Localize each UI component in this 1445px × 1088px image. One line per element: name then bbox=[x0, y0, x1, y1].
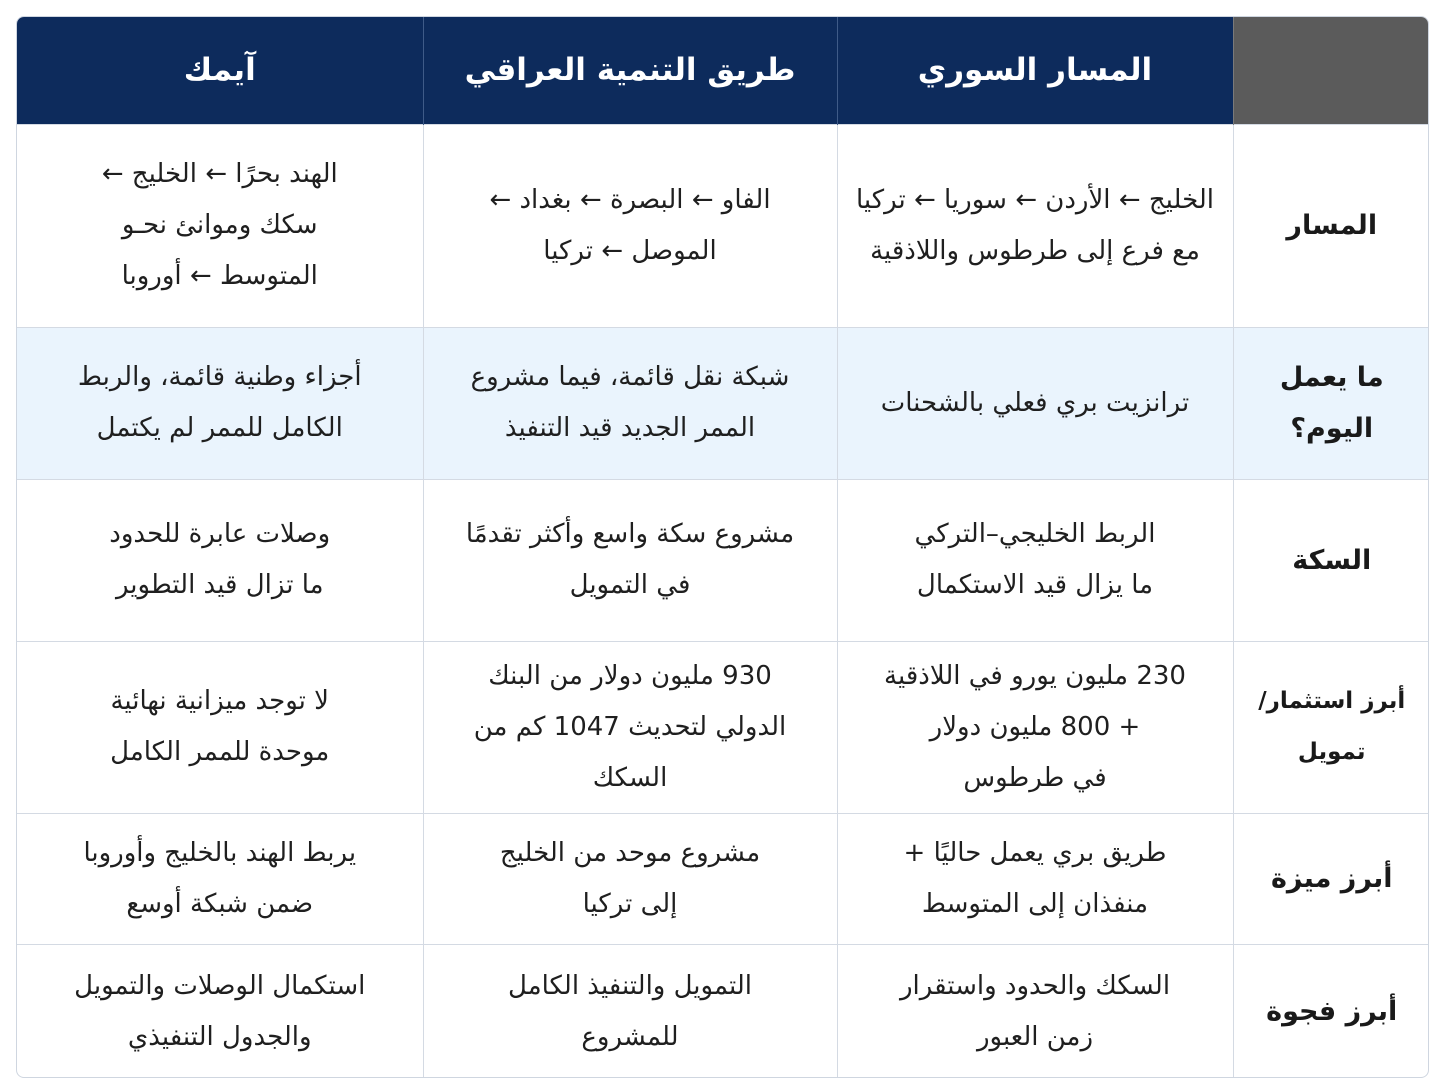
cell-syrian bbox=[837, 479, 1233, 641]
cell-line: زمن العبور bbox=[976, 1021, 1094, 1052]
cell-line: السكك bbox=[592, 762, 668, 793]
cell-line: موحدة للممر الكامل bbox=[110, 737, 330, 767]
cell-line: 930 مليون دولار من البنك bbox=[488, 660, 772, 691]
cell-iraqi bbox=[423, 641, 837, 813]
table-row bbox=[17, 124, 1429, 327]
cell-line: السكك والحدود واستقرار bbox=[899, 970, 1171, 1001]
row-label-key-gap: أبرز فجوة bbox=[1233, 944, 1429, 1078]
header-iraqi-development-road: طريق التنمية العراقي bbox=[423, 17, 837, 124]
cell-line: مشروع موحد من الخليج bbox=[499, 837, 761, 868]
cell-line: التمويل والتنفيذ الكامل bbox=[508, 970, 752, 1001]
header-row bbox=[17, 17, 1429, 124]
row-label-key-advantage: أبرز ميزة bbox=[1233, 813, 1429, 944]
cell-imec bbox=[17, 124, 423, 327]
cell-line: المتوسط ← أوروبا bbox=[121, 261, 318, 291]
cell-line: الممر الجديد قيد التنفيذ bbox=[504, 413, 756, 443]
table-row bbox=[17, 479, 1429, 641]
cell-line: الدولي لتحديث 1047 كم من bbox=[473, 711, 787, 742]
table-body bbox=[17, 124, 1429, 1078]
cell-line: ما تزال قيد التطوير bbox=[115, 570, 324, 600]
cell-syrian bbox=[837, 641, 1233, 813]
cell-line: + 800 مليون دولار bbox=[929, 711, 1141, 742]
table-row bbox=[17, 813, 1429, 944]
header-syrian-route: المسار السوري bbox=[837, 17, 1233, 124]
row-label-route: المسار bbox=[1233, 124, 1429, 327]
cell-line: مشروع سكة واسع وأكثر تقدمًا bbox=[465, 519, 795, 549]
cell-iraqi bbox=[423, 327, 837, 479]
cell-line: مع فرع إلى طرطوس واللاذقية bbox=[870, 235, 1200, 266]
cell-imec bbox=[17, 327, 423, 479]
cell-line: ضمن شبكة أوسع bbox=[126, 888, 314, 919]
cell-iraqi bbox=[423, 944, 837, 1078]
table-row bbox=[17, 641, 1429, 813]
cell-imec bbox=[17, 813, 423, 944]
cell-line: والجدول التنفيذي bbox=[127, 1021, 312, 1052]
cell-line: لا توجد ميزانية نهائية bbox=[110, 686, 330, 716]
cell-line: للمشروع bbox=[581, 1021, 679, 1052]
cell-imec bbox=[17, 944, 423, 1078]
cell-line: الربط الخليجي–التركي bbox=[914, 519, 1156, 549]
row-label-investment-funding: أبرز استثمار/تمويل bbox=[1233, 641, 1429, 813]
cell-line: أجزاء وطنية قائمة، والربط bbox=[77, 362, 362, 392]
cell-line: ترانزيت بري فعلي بالشحنات bbox=[880, 387, 1190, 418]
cell-line: سكك وموانئ نحـو bbox=[121, 210, 318, 240]
cell-line: منفذان إلى المتوسط bbox=[921, 888, 1149, 919]
row-label-operating-today: ما يعمل اليوم؟ bbox=[1233, 327, 1429, 479]
cell-line: يربط الهند بالخليج وأوروبا bbox=[83, 837, 357, 868]
cell-iraqi bbox=[423, 813, 837, 944]
cell-syrian bbox=[837, 813, 1233, 944]
cell-line: في طرطوس bbox=[963, 762, 1107, 793]
cell-syrian bbox=[837, 327, 1233, 479]
cell-line: 230 مليون يورو في اللاذقية bbox=[884, 660, 1186, 691]
cell-iraqi bbox=[423, 479, 837, 641]
table-header bbox=[17, 17, 1429, 124]
cell-line: الفاو ← البصرة ← بغداد ← bbox=[489, 184, 771, 215]
cell-line: طريق بري يعمل حاليًا + bbox=[903, 837, 1167, 868]
comparison-table-container bbox=[16, 16, 1429, 1078]
cell-line: إلى تركيا bbox=[582, 888, 678, 919]
corridor-comparison-table bbox=[17, 17, 1429, 1078]
cell-iraqi bbox=[423, 124, 837, 327]
header-corner-cell bbox=[1233, 17, 1429, 124]
cell-line: في التمويل bbox=[569, 570, 691, 600]
cell-line: الخليج ← الأردن ← سوريا ← تركيا bbox=[855, 184, 1215, 215]
cell-syrian bbox=[837, 944, 1233, 1078]
cell-line: الموصل ← تركيا bbox=[543, 235, 717, 266]
table-row bbox=[17, 327, 1429, 479]
cell-imec bbox=[17, 641, 423, 813]
header-imec: آيمك bbox=[17, 17, 423, 124]
cell-imec bbox=[17, 479, 423, 641]
table-row bbox=[17, 944, 1429, 1078]
cell-line: استكمال الوصلات والتمويل bbox=[74, 970, 366, 1001]
cell-line: ما يزال قيد الاستكمال bbox=[916, 570, 1154, 600]
cell-line: شبكة نقل قائمة، فيما مشروع bbox=[470, 362, 790, 392]
cell-line: الكامل للممر لم يكتمل bbox=[96, 413, 343, 443]
cell-line: وصلات عابرة للحدود bbox=[109, 519, 331, 549]
cell-syrian bbox=[837, 124, 1233, 327]
cell-line: الهند بحرًا ← الخليج ← bbox=[101, 159, 338, 189]
row-label-railway: السكة bbox=[1233, 479, 1429, 641]
